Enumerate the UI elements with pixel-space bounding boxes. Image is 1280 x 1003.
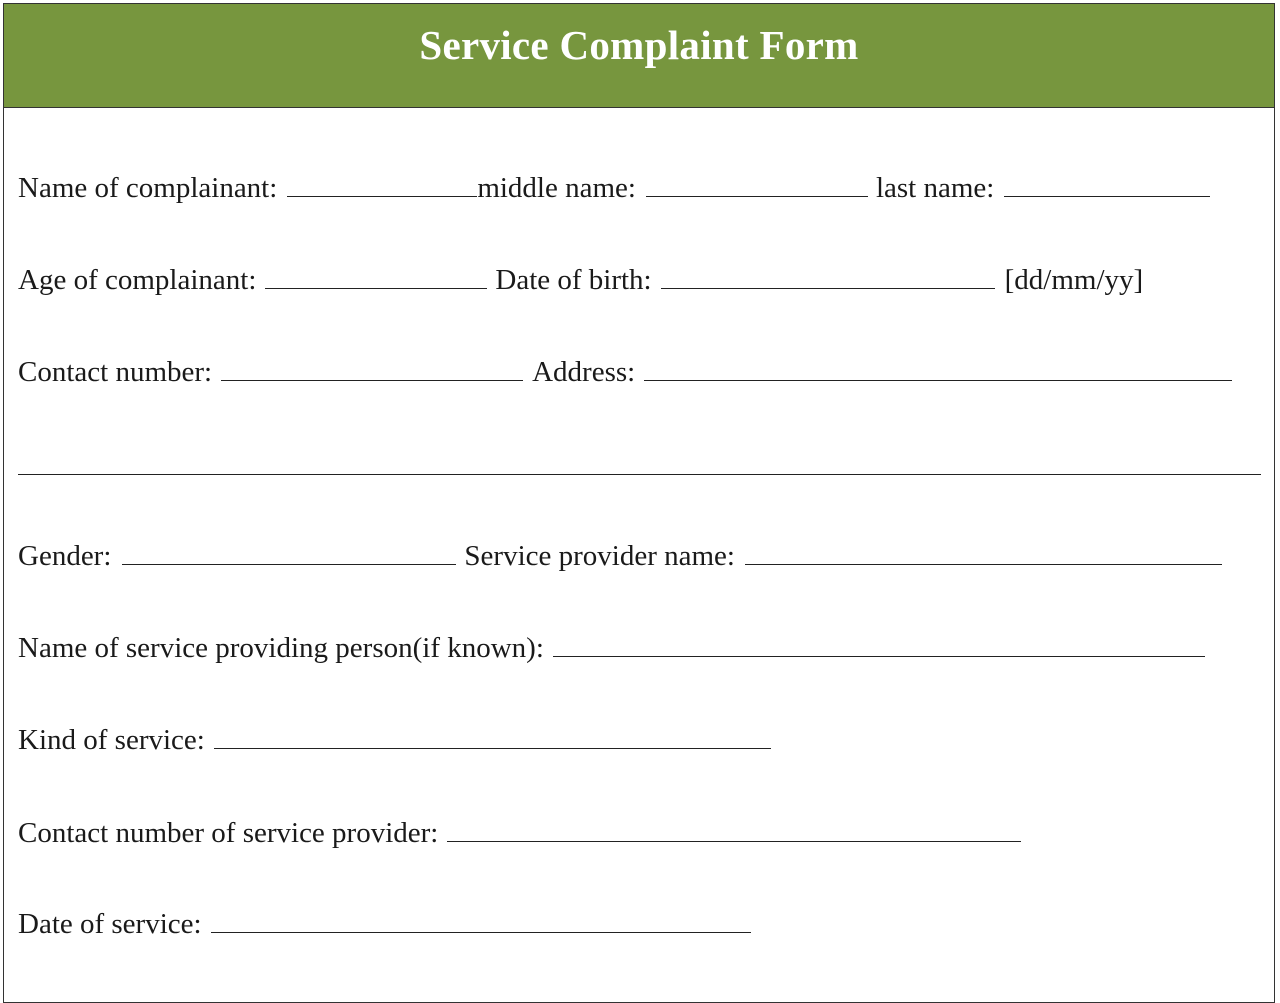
address-label: Address: (532, 356, 636, 388)
kind-of-service-field[interactable] (214, 748, 771, 749)
middle-name-label: middle name: (477, 172, 636, 204)
contact-field[interactable] (221, 380, 523, 381)
age-label: Age of complainant: (18, 264, 257, 296)
provider-name-label: Service provider name: (464, 540, 735, 572)
name-row (18, 164, 1210, 204)
dob-field[interactable] (661, 288, 995, 289)
last-name-label: last name: (875, 172, 995, 204)
age-field[interactable] (265, 288, 487, 289)
gender-label: Gender: (18, 540, 112, 572)
form-header (4, 4, 1274, 108)
gender-field[interactable] (122, 564, 456, 565)
last-name-field[interactable] (1004, 196, 1210, 197)
dob-label: Date of birth: (495, 264, 652, 296)
name-label: Name of complainant: (18, 172, 278, 204)
contact-address-row (18, 348, 1232, 388)
service-person-row (18, 624, 1205, 664)
kind-of-service-label: Kind of service: (18, 724, 205, 756)
age-dob-row (18, 256, 1143, 296)
address-field[interactable] (644, 380, 1232, 381)
kind-of-service-row (18, 716, 771, 756)
contact-label: Contact number: (18, 356, 213, 388)
date-of-service-row (18, 900, 751, 940)
dob-format-hint: [dd/mm/yy] (1004, 264, 1144, 296)
service-person-field[interactable] (553, 656, 1205, 657)
middle-name-field[interactable] (646, 196, 868, 197)
service-complaint-form (3, 3, 1275, 1003)
service-person-label: Name of service providing person(if known): (18, 632, 544, 664)
provider-name-field[interactable] (745, 564, 1222, 565)
first-name-field[interactable] (287, 196, 477, 197)
date-of-service-field[interactable] (211, 932, 751, 933)
provider-contact-field[interactable] (447, 841, 1021, 842)
date-of-service-label: Date of service: (18, 908, 202, 940)
address-continuation-field[interactable] (18, 474, 1261, 475)
provider-contact-row (18, 809, 1021, 849)
form-title: Service Complaint Form (419, 21, 859, 68)
provider-contact-label: Contact number of service provider: (18, 817, 439, 849)
gender-provider-row (18, 532, 1222, 572)
